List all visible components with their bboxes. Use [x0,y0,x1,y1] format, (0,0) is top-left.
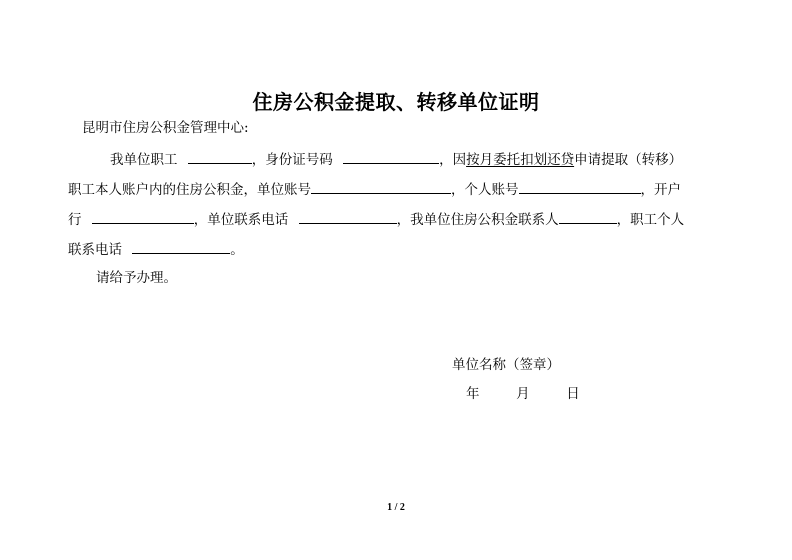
text-bank-prefix: ，开户 [640,182,681,198]
addressee: 昆明市住房公积金管理中心: [82,120,249,136]
personal-account-blank[interactable] [519,179,641,194]
text-period: 。 [230,242,244,258]
date-day: 日 [566,386,580,402]
request-text: 请给予办理。 [96,270,177,286]
text-unit-account-label: 职工本人账户内的住房公积金，单位账号 [68,182,311,198]
text-id-label: ，身份证号码 [251,152,333,168]
text-employee-phone-label: 联系电话 [68,242,122,258]
text-personal-account-label: ，个人账号 [451,182,519,198]
date-year: 年 [466,386,480,402]
date-month: 月 [516,386,530,402]
employee-phone-blank[interactable] [132,239,230,254]
text-apply: 申请提取（转移） [574,152,683,168]
document-title: 住房公积金提取、转移单位证明 [252,90,540,114]
paragraph-line-4 [68,239,244,260]
text-employee-label: 我单位职工 [110,152,178,168]
text-contact-label: ，我单位住房公积金联系人 [396,212,559,228]
unit-account-blank[interactable] [311,179,451,194]
text-unit-phone-label: ，单位联系电话 [193,212,289,228]
paragraph-line-3 [68,209,684,230]
text-bank-suffix: 行 [68,212,82,228]
unit-phone-blank[interactable] [299,209,397,224]
date-line [466,384,580,404]
signature-label: 单位名称（签章） [452,357,560,373]
text-reason-prefix: ，因 [439,152,467,168]
employee-name-blank[interactable] [188,149,252,164]
id-number-blank[interactable] [343,149,439,164]
contact-person-blank[interactable] [559,209,617,224]
withdrawal-reason: 按月委托扣划还贷 [466,152,575,168]
text-employee-phone-prefix: ，职工个人 [616,212,685,228]
paragraph-line-1 [110,149,682,170]
paragraph-line-2 [68,179,681,200]
bank-blank[interactable] [92,209,194,224]
page-number: 1 / 2 [387,502,405,513]
